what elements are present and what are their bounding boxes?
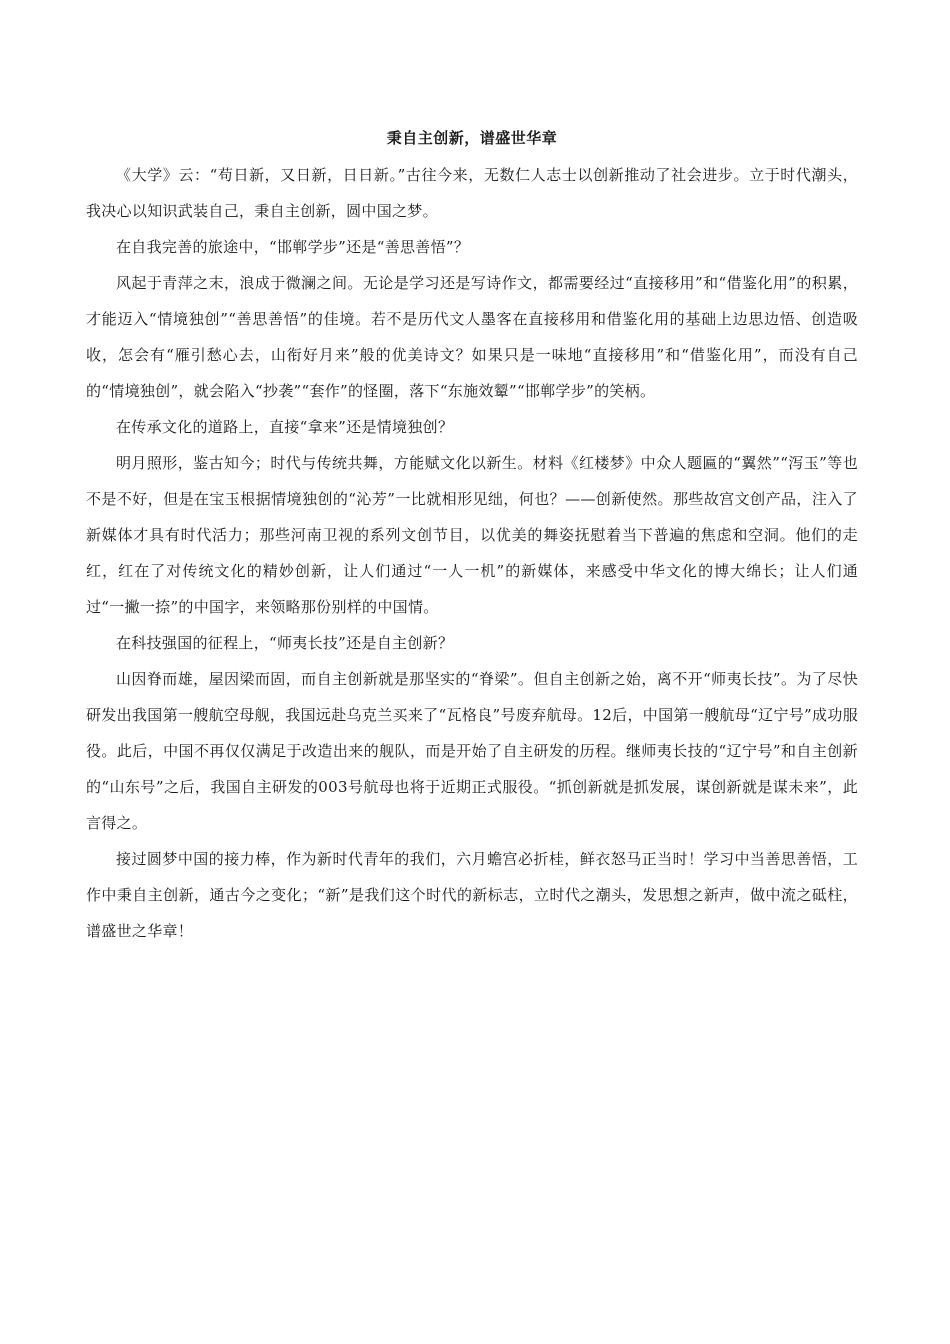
paragraph-question-self: 在自我完善的旅途中，“邯郸学步”还是“善思善悟”？ bbox=[116, 238, 470, 256]
paragraph-question-culture: 在传承文化的道路上，直接“拿来”还是情境独创？ bbox=[116, 418, 454, 436]
paragraph-body-self: 风起于青萍之末，浪成于微澜之间。无论是学习还是写诗作文，都需要经过“直接移用”和“借鉴化用”的积累，才能迈入“情境独创”“善思善悟”的佳境。若不是历代文人墨客在直接移用和借鉴化用的基础上边思边悟、创造吸收，怎会有“雁引愁心去，山衔好月来”般的优美诗文？如果只是一味地“直接移用”和“借鉴化用”，而没有自己的“情境独创”，就会陷入“抄袭”“套作”的怪圈，落下“东施效颦”“邯郸学步”的笑柄。 bbox=[86, 274, 858, 400]
paragraph-conclusion: 接过圆梦中国的接力棒，作为新时代青年的我们，六月蟾宫必折桂，鲜衣怒马正当时！学习中当善思善悟，工作中秉自主创新，通古今之变化；“新”是我们这个时代的新标志，立时代之潮头，发思想之新声，做中流之砥柱，谱盛世之华章！ bbox=[86, 850, 858, 940]
paragraph-intro: 《大学》云：“苟日新，又日新，日日新。”古往今来，无数仁人志士以创新推动了社会进步。立于时代潮头，我决心以知识武装自己，秉自主创新，圆中国之梦。 bbox=[86, 166, 858, 220]
essay-body bbox=[86, 123, 858, 949]
paragraph-body-tech: 山因脊而雄，屋因梁而固，而自主创新就是那坚实的“脊梁”。但自主创新之始，离不开“师夷长技”。为了尽快研发出我国第一艘航空母舰，我国远赴乌克兰买来了“瓦格良”号废弃航母。12后，中国第一艘航母“辽宁号”成功服役。此后，中国不再仅仅满足于改造出来的舰队，而是开始了自主研发的历程。继师夷长技的“辽宁号”和自主创新的“山东号”之后，我国自主研发的003号航母也将于近期正式服役。“抓创新就是抓发展，谋创新就是谋未来”，此言得之。 bbox=[86, 670, 858, 832]
paragraph-question-tech: 在科技强国的征程上，“师夷长技”还是自主创新？ bbox=[116, 634, 454, 652]
paragraph-body-culture: 明月照形，鉴古知今；时代与传统共舞，方能赋文化以新生。材料《红楼梦》中众人题匾的“翼然”“泻玉”等也不是不好，但是在宝玉根据情境独创的“沁芳”一比就相形见绌，何也？——创新使然。那些故宫文创产品，注入了新媒体才具有时代活力；那些河南卫视的系列文创节目，以优美的舞姿抚慰着当下普遍的焦虑和空洞。他们的走红，红在了对传统文化的精妙创新，让人们通过“一人一机”的新媒体，来感受中华文化的博大绵长；让人们通过“一撇一捺”的中国字，来领略那份别样的中国情。 bbox=[86, 454, 858, 616]
essay-title: 秉自主创新，谱盛世华章 bbox=[386, 129, 558, 147]
